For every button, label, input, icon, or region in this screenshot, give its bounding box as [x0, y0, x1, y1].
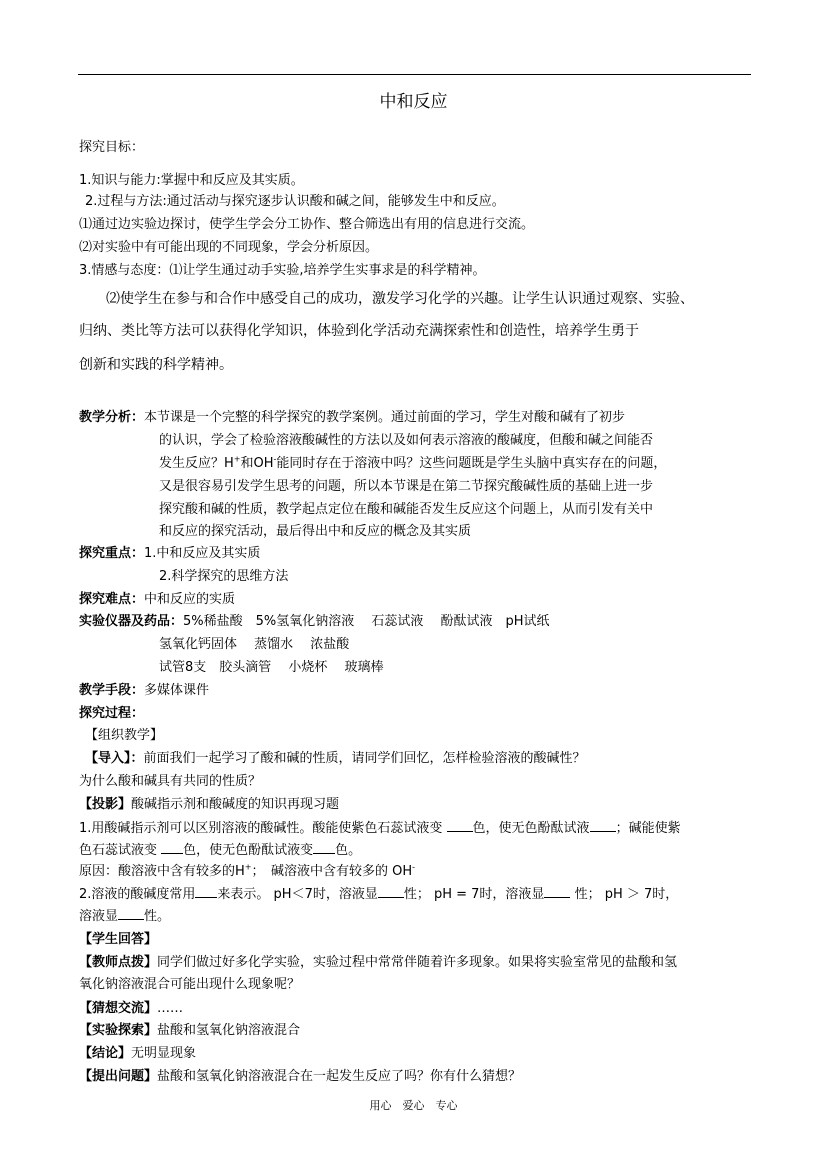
superscript-plus: + [244, 862, 252, 872]
goal-2b: ⑵对实验中有可能出现的不同现象，学会分析原因。 [79, 240, 379, 255]
student-answer-tag: 【学生回答】 [79, 932, 158, 947]
analysis-line-4: 又是很容易引发学生思考的问题，所以本节课是在第二节探究酸碱性质的基础上进一步 [159, 479, 654, 494]
q2-text-f: 性。 [144, 909, 171, 924]
goal-2a: ⑴通过边实验边探讨，使学生学会分工协作、整合筛选出有用的信息进行交流。 [79, 217, 535, 232]
answer-blank[interactable] [590, 819, 616, 832]
q1-text-e: 色，使无色酚酞试液变 [183, 843, 314, 858]
analysis-line-3 [159, 455, 666, 473]
goals-heading: 探究目标： [79, 140, 145, 155]
intro-line [85, 750, 586, 768]
q2-text-e: 溶液显 [79, 909, 119, 924]
teacher-label: 【教师点拨】 [79, 955, 158, 970]
page-footer: 用心 爱心 专心 [369, 1099, 458, 1112]
teacher-line-1 [79, 954, 677, 972]
guess-label: 【猜想交流】 [79, 1001, 158, 1016]
answer-blank[interactable] [544, 885, 570, 898]
answer-blank[interactable] [118, 907, 144, 920]
answer-blank[interactable] [195, 885, 217, 898]
materials-line-2: 氢氧化钙固体 蒸馏水 浓盐酸 [159, 637, 350, 652]
conclusion-label: 【结论】 [79, 1046, 132, 1061]
guess-line [79, 1000, 183, 1018]
question-text: 盐酸和氢氧化钠溶液混合在一起发生反应了吗？你有什么猜想？ [157, 1069, 522, 1084]
question-1-line-1 [79, 819, 681, 838]
analysis-line-1 [79, 409, 625, 427]
analysis-text-3a: 发生反应？H [159, 456, 234, 471]
difficulty-line [79, 591, 235, 609]
analysis-line-6: 和反应的探究活动，最后得出中和反应的概念及其实质 [159, 524, 472, 539]
question-label: 【提出问题】 [79, 1069, 158, 1084]
goal-3b-line3: 创新和实践的科学精神。 [79, 357, 233, 373]
goal-3b-line1: ⑵使学生在参与和合作中感受自己的成功，激发学习化学的兴趣。让学生认识通过观察、实验、 [106, 291, 694, 307]
q1-text-d: 色石蕊试液变 [79, 843, 162, 858]
question-2-line-1 [79, 885, 678, 904]
analysis-text-3b: 和OH [240, 456, 274, 471]
conclusion-line [79, 1045, 196, 1063]
means-text: 多媒体课件 [144, 683, 210, 698]
reason-text-a: 原因：酸溶液中含有较多的H [79, 864, 245, 879]
goal-1: 1.知识与能力:掌握中和反应及其实质。 [79, 173, 304, 188]
answer-blank[interactable] [378, 885, 404, 898]
q2-text-a: 2.溶液的酸碱度常用 [79, 887, 196, 902]
teacher-line-2: 氧化钠溶液混合可能出现什么现象呢？ [79, 977, 301, 992]
conclusion-text: 无明显现象 [131, 1046, 197, 1061]
goal-3b-line2: 归纳、类比等方法可以获得化学知识，体验到化学活动充满探索性和创造性，培养学生勇于 [79, 323, 639, 339]
difficulty-text: 中和反应的实质 [144, 592, 236, 607]
intro-text: 前面我们一起学习了酸和碱的性质，请同学们回忆，怎样检验溶液的酸碱性？ [143, 751, 586, 766]
guess-text: …… [157, 1001, 184, 1016]
materials-text-1: 5%稀盐酸 5%氢氧化钠溶液 石蕊试液 酚酞试液 pH试纸 [183, 614, 550, 629]
means-heading: 教学手段： [79, 683, 145, 698]
difficulty-heading: 探究难点： [79, 592, 145, 607]
superscript-minus: - [273, 454, 277, 464]
superscript-plus: + [233, 454, 241, 464]
key-points-line-1 [79, 545, 260, 563]
materials-line-1 [79, 613, 550, 631]
materials-heading: 实验仪器及药品： [79, 614, 184, 629]
experiment-label: 【实验探索】 [79, 1023, 158, 1038]
q1-text-b: 色，使无色酚酞试液 [472, 821, 590, 836]
analysis-text-3c: 能同时存在于溶液中吗？这些问题既是学生头脑中真实存在的问题， [276, 456, 667, 471]
means-line [79, 682, 209, 700]
materials-line-3: 试管8支 胶头滴管 小烧杯 玻璃棒 [159, 660, 384, 675]
page-title: 中和反应 [379, 92, 448, 112]
key-points-heading: 探究重点： [79, 546, 145, 561]
experiment-text: 盐酸和氢氧化钠溶液混合 [157, 1023, 301, 1038]
reason-line [79, 863, 415, 881]
q2-text-d: 性； pH ＞ 7时， [570, 887, 679, 902]
projection-text: 酸碱指示剂和酸碱度的知识再现习题 [131, 797, 340, 812]
answer-blank[interactable] [161, 841, 183, 854]
q2-text-c: 性； pH = 7时，溶液显 [403, 887, 545, 902]
q1-text-a: 1.用酸碱指示剂可以区别溶液的酸碱性。酸能使紫色石蕊试液变 [79, 821, 447, 836]
analysis-heading: 教学分析： [79, 410, 145, 425]
question-1-line-2 [79, 841, 361, 860]
answer-blank[interactable] [313, 841, 335, 854]
teacher-text: 同学们做过好多化学实验，实验过程中常常伴随着许多现象。如果将实验室常见的盐酸和氢 [157, 955, 678, 970]
key-point-2: 2.科学探究的思维方法 [159, 569, 289, 584]
goal-2: 2.过程与方法:通过活动与探究逐步认识酸和碱之间，能够发生中和反应。 [85, 194, 505, 209]
q1-text-c: ；碱能使紫 [615, 821, 681, 836]
analysis-line-2: 的认识，学会了检验溶液酸碱性的方法以及如何表示溶液的酸碱度，但酸和碱之间能否 [159, 433, 654, 448]
q2-text-b: 来表示。 pH＜7时，溶液显 [217, 887, 378, 902]
projection-line [79, 796, 339, 814]
goal-3: 3.情感与态度：⑴让学生通过动手实验,培养学生实事求是的科学精神。 [79, 263, 486, 278]
reason-text-b: ； 碱溶液中含有较多的 OH [251, 864, 413, 879]
question-line [79, 1068, 521, 1086]
key-point-1: 1.中和反应及其实质 [144, 546, 261, 561]
process-heading: 探究过程： [79, 706, 145, 721]
answer-blank[interactable] [447, 819, 473, 832]
q1-text-f: 色。 [335, 843, 362, 858]
analysis-text-1: 本节课是一个完整的科学探究的教学案例。通过前面的学习，学生对酸和碱有了初步 [144, 410, 626, 425]
superscript-minus: - [412, 862, 416, 872]
header-rule [78, 74, 751, 75]
question-2-line-2 [79, 907, 170, 926]
experiment-line [79, 1022, 300, 1040]
analysis-line-5: 探究酸和碱的性质，教学起点定位在酸和碱能否发生反应这个问题上，从而引发有关中 [159, 502, 654, 517]
organize-tag: 【组织教学】 [85, 728, 164, 743]
intro-line-2: 为什么酸和碱具有共同的性质？ [79, 774, 262, 789]
projection-label: 【投影】 [79, 797, 132, 812]
intro-label: 【导入】： [85, 751, 144, 766]
